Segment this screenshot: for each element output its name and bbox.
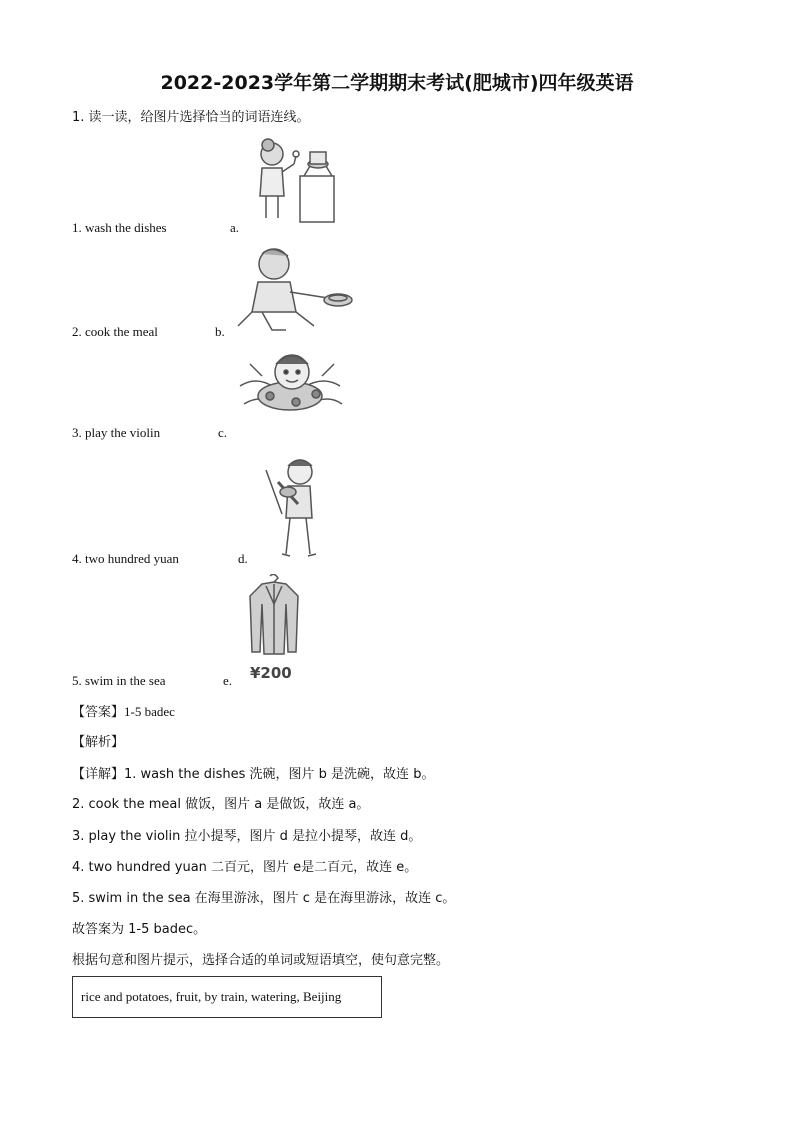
explanation-5: 5. swim in the sea 在海里游泳，图片 c 是在海里游泳，故连 c。 <box>72 891 456 906</box>
picture-cook-meal <box>248 136 338 226</box>
item-4-text: 4. two hundred yuan <box>72 551 179 566</box>
price-label: ¥200 <box>250 664 292 682</box>
item-2-text: 2. cook the meal <box>72 324 158 339</box>
word-bank-box <box>72 976 382 1018</box>
page-title: 2022-2023学年第二学期期末考试(肥城市)四年级英语 <box>160 72 634 94</box>
item-1-letter: a. <box>230 220 240 235</box>
detail-tag: 【详解】 <box>72 767 125 782</box>
answer-tag: 【答案】 <box>72 705 125 720</box>
item-4-letter: d. <box>238 551 248 566</box>
explanation-4: 4. two hundred yuan 二百元，图片 e是二百元，故连 e。 <box>72 860 418 875</box>
answer-line <box>72 704 175 721</box>
picture-swim-sea <box>236 346 346 426</box>
analysis-tag: 【解析】 <box>72 735 125 750</box>
explanation-3: 3. play the violin 拉小提琴，图片 d 是拉小提琴，故连 d。 <box>72 829 422 844</box>
q2-instruction: 根据句意和图片提示，选择合适的单词或短语填空，使句意完整。 <box>72 953 450 968</box>
word-bank-text: rice and potatoes, fruit, by train, watering, Beijing <box>81 989 342 1004</box>
answer-value: 1-5 badec <box>124 704 175 719</box>
item-5-letter: e. <box>223 673 233 688</box>
picture-coat-price <box>244 574 304 684</box>
explanation-1-text: 1. wash the dishes 洗碗，图片 b 是洗碗，故连 b。 <box>124 767 435 782</box>
picture-play-violin <box>252 454 332 564</box>
explanation-2: 2. cook the meal 做饭，图片 a 是做饭，故连 a。 <box>72 797 370 812</box>
item-5-text: 5. swim in the sea <box>72 673 166 688</box>
q1-instruction: 1. 读一读，给图片选择恰当的词语连线。 <box>72 110 310 125</box>
conclusion: 故答案为 1-5 badec。 <box>72 922 207 937</box>
item-3-text: 3. play the violin <box>72 425 161 440</box>
item-1-text: 1. wash the dishes <box>72 220 167 235</box>
explanation-1 <box>72 766 434 783</box>
item-2-letter: b. <box>215 324 225 339</box>
item-3-letter: c. <box>218 425 228 440</box>
picture-wash-dishes <box>232 242 357 332</box>
